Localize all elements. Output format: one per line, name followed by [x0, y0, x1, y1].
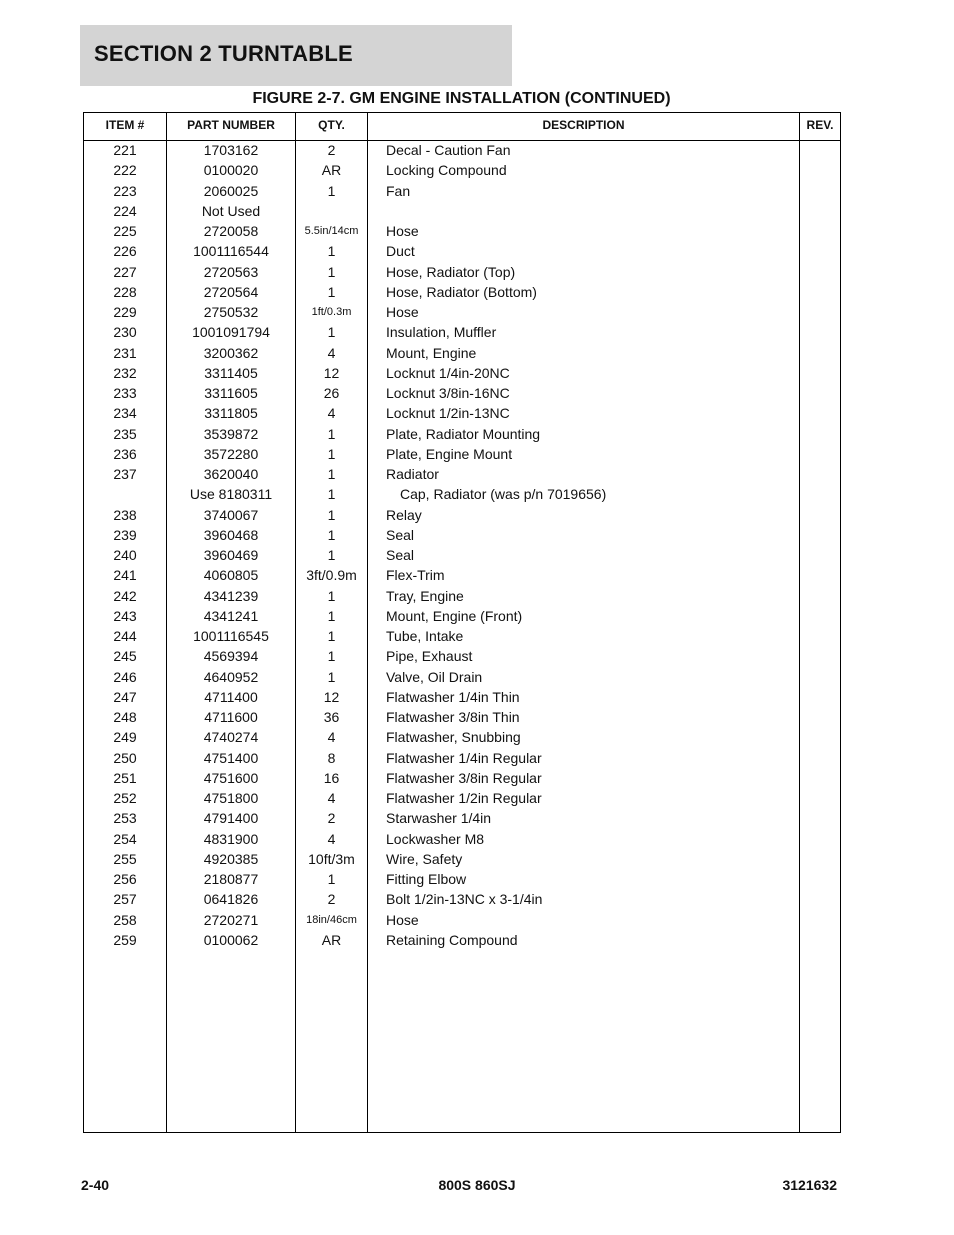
qty-cell: 1: [327, 283, 336, 300]
item-number-cell: 226: [113, 243, 137, 260]
description-cell: Bolt 1/2in-13NC x 3-1/4in: [386, 891, 543, 908]
column-header-description: DESCRIPTION: [542, 118, 625, 132]
section-title: SECTION 2 TURNTABLE: [94, 41, 353, 66]
part-number-cell: 1703162: [203, 142, 259, 158]
qty-cell: 1: [327, 425, 336, 442]
item-number-cell: 254: [113, 830, 137, 847]
table-row: [84, 768, 840, 788]
part-number-cell: 3620040: [203, 466, 259, 482]
part-number-cell: 2180877: [203, 871, 259, 887]
part-number-cell: 2750532: [203, 304, 259, 320]
table-row: [84, 282, 840, 302]
qty-cell: 1: [327, 628, 336, 644]
table-row: [84, 444, 840, 464]
item-number-cell: 221: [113, 142, 137, 158]
description-cell: Locknut 1/2in-13NC: [386, 405, 510, 422]
table-row: [84, 262, 840, 282]
qty-cell: 4: [327, 790, 336, 806]
description-cell: Retaining Compound: [386, 931, 518, 948]
part-number-cell: 1001116544: [193, 243, 269, 260]
qty-cell: 2: [327, 810, 336, 827]
item-number-cell: 243: [113, 607, 137, 624]
item-number-cell: 230: [113, 324, 137, 341]
table-row: [84, 221, 840, 241]
table-row: [84, 241, 840, 261]
description-cell: Radiator: [386, 466, 439, 482]
description-cell: Cap, Radiator (was p/n 7019656): [400, 486, 607, 503]
item-number-cell: 225: [113, 223, 137, 239]
table-row: [84, 748, 840, 768]
table-row: [84, 808, 840, 828]
qty-cell: AR: [321, 162, 342, 179]
item-number-cell: 224: [113, 202, 137, 219]
item-number-cell: 244: [113, 628, 137, 644]
qty-cell: 1: [327, 607, 336, 624]
description-cell: Plate, Radiator Mounting: [386, 425, 541, 442]
qty-cell: 1ft/0.3m: [311, 306, 352, 318]
part-number-cell: 4920385: [203, 850, 259, 867]
qty-cell: 1: [327, 526, 336, 543]
section-header-band: [80, 25, 512, 86]
item-number-cell: 250: [113, 749, 137, 766]
page-number: 2-40: [81, 1177, 110, 1193]
table-row: [84, 505, 840, 525]
qty-cell: 1: [327, 871, 336, 887]
part-number-cell: 4740274: [203, 729, 259, 746]
part-number-cell: 4711600: [204, 709, 258, 725]
qty-cell: 18in/46cm: [306, 913, 357, 926]
description-cell: Flatwasher 1/2in Regular: [386, 790, 542, 806]
qty-cell: 1: [327, 466, 336, 482]
table-row: [84, 140, 840, 160]
item-number-cell: 259: [113, 931, 137, 948]
description-cell: Insulation, Muffler: [386, 324, 497, 341]
part-number-cell: 2060025: [203, 182, 259, 199]
part-number-cell: 4711400: [204, 688, 258, 705]
qty-cell: 26: [323, 385, 340, 401]
part-number-cell: 4831900: [203, 830, 259, 847]
description-cell: Lockwasher M8: [386, 830, 485, 847]
part-number-cell: 3311405: [204, 364, 258, 381]
qty-cell: 1: [327, 486, 336, 503]
item-number-cell: 253: [113, 810, 137, 827]
table-row: [84, 181, 840, 201]
table-row: [84, 727, 840, 747]
table-row: [84, 930, 840, 950]
qty-cell: 1: [327, 445, 336, 462]
table-row: [84, 363, 840, 383]
description-cell: Hose: [386, 911, 419, 928]
qty-cell: 12: [323, 364, 340, 381]
item-number-cell: 236: [113, 445, 137, 462]
qty-cell: 12: [323, 688, 340, 705]
table-row: [84, 484, 840, 504]
part-number-cell: 3740067: [203, 506, 259, 523]
column-header-qty: QTY.: [318, 118, 345, 132]
table-row: [84, 424, 840, 444]
description-cell: Plate, Engine Mount: [386, 445, 513, 462]
part-number-cell: Not Used: [201, 202, 261, 219]
part-number-cell: 4569394: [203, 648, 259, 665]
item-number-cell: 241: [113, 567, 137, 584]
qty-cell: 1: [327, 547, 336, 563]
item-number-cell: 245: [113, 648, 137, 665]
qty-cell: 10ft/3m: [308, 850, 355, 867]
qty-cell: 4: [327, 405, 336, 422]
part-number-cell: 2720563: [203, 263, 259, 280]
item-number-cell: 252: [113, 790, 137, 806]
table-row: [84, 383, 840, 403]
part-number-cell: 4640952: [203, 668, 259, 685]
qty-cell: 3ft/0.9m: [306, 567, 357, 584]
part-number-cell: 4341241: [203, 607, 259, 624]
qty-cell: 1: [327, 648, 336, 665]
item-number-cell: 222: [113, 162, 137, 179]
part-number-cell: 3960469: [203, 547, 259, 563]
description-cell: Wire, Safety: [386, 850, 463, 867]
document-number: 3121632: [782, 1177, 837, 1193]
part-number-cell: 3539872: [203, 425, 259, 442]
table-row: [84, 343, 840, 363]
qty-cell: 4: [327, 729, 336, 746]
table-row: [84, 586, 840, 606]
qty-cell: 1: [327, 182, 336, 199]
description-cell: Flatwasher, Snubbing: [386, 729, 521, 746]
table-row: [84, 707, 840, 727]
qty-cell: 1: [327, 243, 336, 260]
qty-cell: 16: [323, 769, 340, 786]
description-cell: Seal: [386, 547, 415, 563]
item-number-cell: 223: [113, 182, 137, 199]
item-number-cell: 251: [113, 769, 137, 786]
description-cell: Flatwasher 1/4in Regular: [386, 749, 542, 766]
table-row: [84, 788, 840, 808]
description-cell: Hose: [386, 223, 419, 239]
description-cell: Locking Compound: [386, 162, 507, 179]
item-number-cell: 257: [113, 891, 137, 908]
part-number-cell: 4751600: [203, 769, 259, 786]
table-body: [84, 140, 840, 950]
description-cell: Mount, Engine (Front): [386, 607, 523, 624]
qty-cell: 5.5in/14cm: [304, 225, 359, 237]
part-number-cell: 3960468: [203, 526, 259, 543]
description-cell: Hose, Radiator (Top): [386, 263, 516, 280]
description-cell: Relay: [386, 506, 422, 523]
table-row: [84, 626, 840, 646]
item-number-cell: 228: [113, 283, 137, 300]
item-number-cell: 240: [113, 547, 137, 563]
part-number-cell: 2720271: [203, 911, 259, 928]
parts-table: [83, 112, 841, 1133]
item-number-cell: 239: [113, 526, 137, 543]
part-number-cell: 4751400: [203, 749, 259, 766]
qty-cell: 4: [327, 830, 336, 847]
table-row: [84, 464, 840, 484]
table-row: [84, 667, 840, 687]
qty-cell: AR: [321, 931, 342, 948]
description-cell: Decal - Caution Fan: [386, 142, 511, 158]
table-row: [84, 403, 840, 423]
description-cell: Tray, Engine: [386, 587, 464, 604]
table-row: [84, 646, 840, 666]
table-row: [84, 889, 840, 909]
description-cell: Flex-Trim: [386, 567, 445, 584]
item-number-cell: 227: [113, 263, 137, 280]
description-cell: Flatwasher 3/8in Thin: [386, 709, 520, 725]
item-number-cell: 248: [113, 709, 137, 725]
qty-cell: 36: [323, 709, 340, 725]
item-number-cell: 258: [113, 911, 137, 928]
item-number-cell: 235: [113, 425, 137, 442]
model-name: 800S 860SJ: [438, 1177, 516, 1193]
item-number-cell: 234: [113, 405, 137, 422]
table-row: [84, 910, 840, 930]
qty-cell: 1: [327, 263, 336, 280]
description-cell: Fitting Elbow: [386, 871, 467, 887]
table-row: [84, 829, 840, 849]
part-number-cell: 4751800: [203, 790, 259, 806]
part-number-cell: 0100062: [203, 931, 259, 948]
qty-cell: 1: [327, 324, 336, 341]
item-number-cell: 242: [113, 587, 137, 604]
item-number-cell: 249: [113, 729, 137, 746]
part-number-cell: Use 8180311: [189, 486, 273, 503]
table-row: [84, 545, 840, 565]
description-cell: Locknut 1/4in-20NC: [386, 364, 510, 381]
part-number-cell: 0100020: [203, 162, 259, 179]
qty-cell: 1: [327, 587, 336, 604]
part-number-cell: 1001091794: [192, 324, 270, 341]
description-cell: Locknut 3/8in-16NC: [386, 385, 510, 401]
description-cell: Starwasher 1/4in: [386, 810, 492, 827]
item-number-cell: 256: [113, 871, 137, 887]
part-number-cell: 0641826: [203, 891, 259, 908]
column-header-part-number: PART NUMBER: [187, 118, 275, 132]
part-number-cell: 3311605: [204, 385, 258, 401]
description-cell: Fan: [386, 182, 411, 199]
description-cell: Hose: [386, 304, 419, 320]
part-number-cell: 3200362: [203, 344, 259, 361]
item-number-cell: 246: [113, 668, 137, 685]
description-cell: Duct: [386, 243, 415, 260]
item-number-cell: [84, 484, 166, 504]
qty-cell: 4: [327, 344, 336, 361]
description-cell: Mount, Engine: [386, 344, 477, 361]
part-number-cell: 3311805: [204, 405, 258, 422]
item-number-cell: 233: [113, 385, 137, 401]
description-cell: Valve, Oil Drain: [386, 668, 483, 685]
item-number-cell: 231: [113, 344, 137, 361]
table-row: [84, 525, 840, 545]
table-row: [84, 201, 840, 221]
description-cell: Pipe, Exhaust: [386, 648, 473, 665]
part-number-cell: 4791400: [203, 810, 259, 827]
description-cell: Hose, Radiator (Bottom): [386, 283, 537, 300]
qty-cell: 1: [327, 506, 336, 523]
qty-cell: [296, 201, 367, 221]
table-row: [84, 322, 840, 342]
table-row: [84, 606, 840, 626]
qty-cell: 8: [327, 749, 336, 766]
table-row: [84, 869, 840, 889]
item-number-cell: 232: [113, 364, 137, 381]
qty-cell: 2: [327, 891, 336, 908]
qty-cell: 1: [327, 668, 336, 685]
item-number-cell: 237: [113, 466, 137, 482]
part-number-cell: 3572280: [203, 445, 259, 462]
part-number-cell: 1001116545: [193, 628, 269, 644]
description-cell: Flatwasher 1/4in Thin: [386, 688, 520, 705]
item-number-cell: 238: [113, 506, 137, 523]
part-number-cell: 2720564: [203, 283, 259, 300]
item-number-cell: 247: [113, 688, 137, 705]
part-number-cell: 2720058: [203, 223, 259, 239]
table-row: [84, 302, 840, 322]
table-row: [84, 849, 840, 869]
description-cell: Seal: [386, 526, 415, 543]
table-row: [84, 160, 840, 180]
part-number-cell: 4060805: [203, 567, 259, 584]
item-number-cell: 255: [113, 850, 137, 867]
qty-cell: 2: [327, 142, 336, 158]
item-number-cell: 229: [113, 304, 137, 320]
description-cell: Flatwasher 3/8in Regular: [386, 769, 542, 786]
column-header-rev: REV.: [806, 118, 834, 132]
table-row: [84, 565, 840, 585]
figure-title: FIGURE 2-7. GM ENGINE INSTALLATION (CONTINUED): [252, 90, 671, 107]
table-row: [84, 687, 840, 707]
column-header-item: ITEM #: [105, 118, 145, 132]
description-cell: Tube, Intake: [386, 628, 464, 644]
part-number-cell: 4341239: [203, 587, 259, 604]
